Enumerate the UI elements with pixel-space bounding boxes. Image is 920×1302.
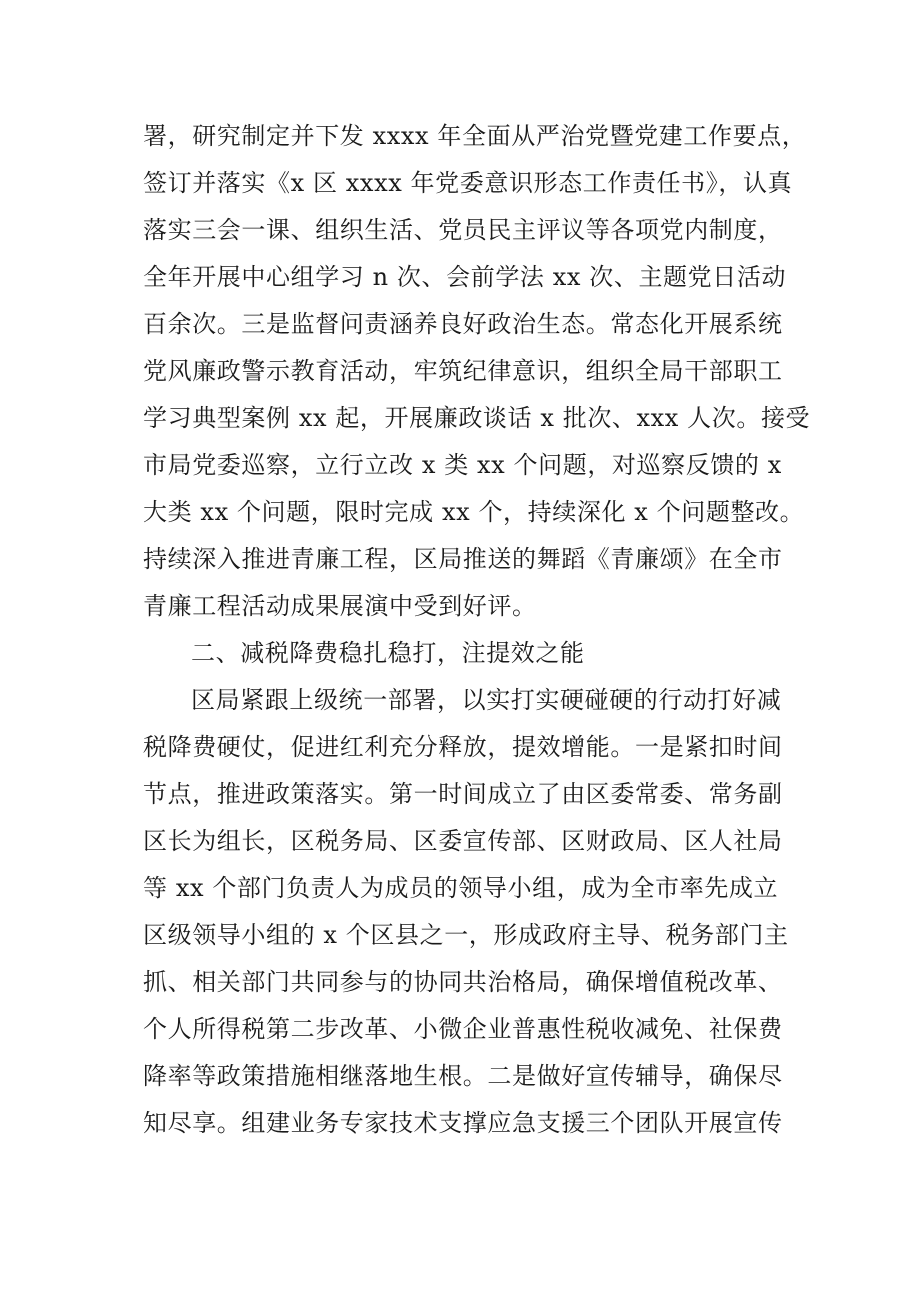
- paragraph-line: 区长为组长，区税务局、区委宣传部、区财政局、区人社局: [143, 827, 783, 855]
- paragraph-line: 个人所得税第二步改革、小微企业普惠性税收减免、社保费: [143, 1015, 783, 1043]
- paragraph-line: 降率等政策措施相继落地生根。二是做好宣传辅导，确保尽: [143, 1062, 783, 1090]
- paragraph-line: 签订并落实《x 区 xxxx 年党委意识形态工作责任书》，认真: [143, 169, 793, 197]
- paragraph-line: 青廉工程活动成果展演中受到好评。: [143, 592, 537, 620]
- paragraph-line: 知尽享。组建业务专家技术支撑应急支援三个团队开展宣传: [143, 1109, 783, 1137]
- paragraph-line: 区局紧跟上级统一部署，以实打实硬碰硬的行动打好减: [191, 686, 782, 714]
- paragraph-line: 区级领导小组的 x 个区县之一，形成政府主导、税务部门主: [143, 921, 789, 949]
- paragraph-line: 署，研究制定并下发 xxxx 年全面从严治党暨党建工作要点，: [143, 122, 807, 150]
- paragraph-line: 党风廉政警示教育活动，牢筑纪律意识，组织全局干部职工: [143, 357, 783, 385]
- section-heading: 二、减税降费稳扎稳打，注提效之能: [191, 639, 585, 667]
- paragraph-line: 抓、相关部门共同参与的协同共治格局，确保增值税改革、: [143, 968, 783, 996]
- paragraph-line: 等 xx 个部门负责人为成员的领导小组，成为全市率先成立: [143, 874, 779, 902]
- paragraph-line: 全年开展中心组学习 n 次、会前学法 xx 次、主题党日活动: [143, 263, 787, 291]
- paragraph-line: 学习典型案例 xx 起，开展廉政谈话 x 批次、xxx 人次。接受: [143, 404, 811, 432]
- paragraph-line: 税降费硬仗，促进红利充分释放，提效增能。一是紧扣时间: [143, 733, 783, 761]
- paragraph-line: 市局党委巡察，立行立改 x 类 xx 个问题，对巡察反馈的 x: [143, 451, 782, 479]
- paragraph-line: 百余次。三是监督问责涵养良好政治生态。常态化开展系统: [143, 310, 783, 338]
- paragraph-line: 大类 xx 个问题，限时完成 xx 个，持续深化 x 个问题整改。: [143, 498, 805, 526]
- paragraph-line: 节点，推进政策落实。第一时间成立了由区委常委、常务副: [143, 780, 783, 808]
- paragraph-line: 落实三会一课、组织生活、党员民主评议等各项党内制度，: [143, 216, 783, 244]
- paragraph-line: 持续深入推进青廉工程，区局推送的舞蹈《青廉颂》在全市: [143, 545, 783, 573]
